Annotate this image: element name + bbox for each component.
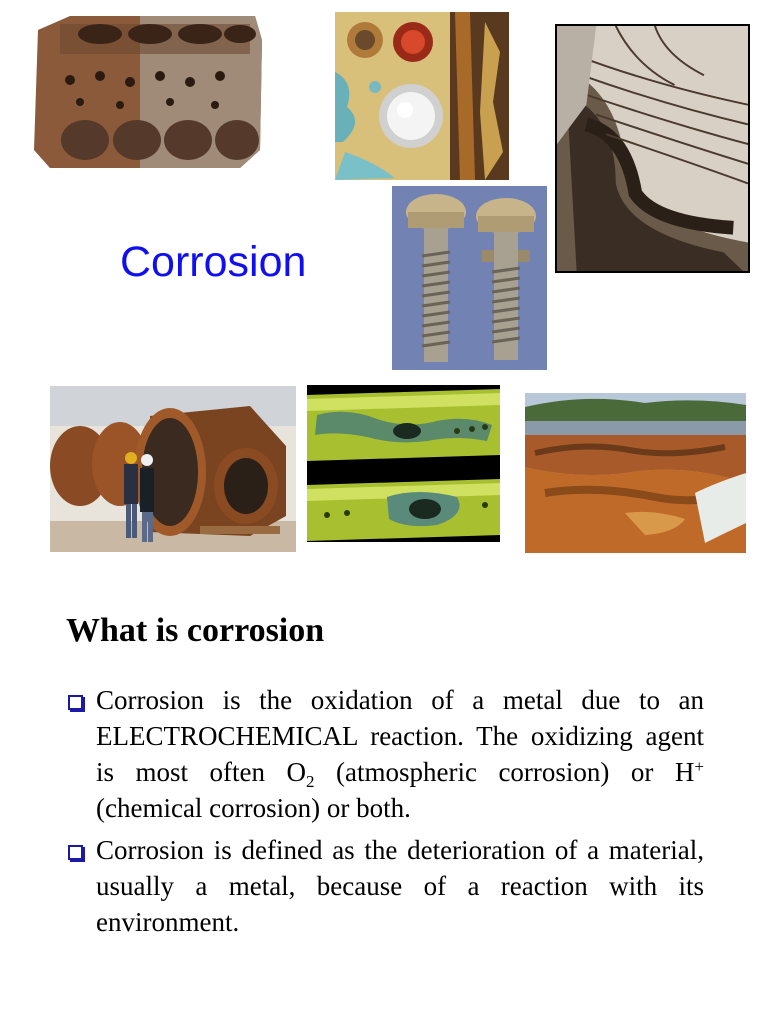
bullet-text-part: (atmospheric corrosion) or H [314, 757, 695, 787]
rusted-tanks-photo [50, 386, 296, 552]
headlight-panel-photo [335, 12, 509, 180]
square-bullet-icon [68, 695, 83, 710]
engine-block-photo [30, 10, 266, 172]
rusty-river-photo [525, 393, 746, 553]
bullet-list [66, 682, 704, 946]
bullet-text: Corrosion is defined as the deterioration of a material, usually a metal, because of a reaction with its environment. [96, 835, 704, 937]
bullet-item [66, 832, 704, 940]
section-heading: What is corrosion [66, 612, 325, 649]
bullet-item [66, 682, 704, 826]
corroded-bolts-photo [392, 186, 547, 370]
subscript-2: 2 [306, 772, 315, 791]
slide-title: Corrosion [120, 238, 307, 286]
superscript-plus: + [694, 757, 704, 776]
pitted-strips-photo [307, 385, 500, 542]
rebar-concrete-photo [555, 24, 750, 273]
bullet-text-part: (chemical corrosion) or both. [96, 793, 411, 823]
bullet-text-part: Corrosion is the oxidation of a metal due to an ELECTROCHEMICAL reaction. The oxidizing agent is most often O [96, 685, 704, 787]
square-bullet-icon [68, 845, 83, 860]
